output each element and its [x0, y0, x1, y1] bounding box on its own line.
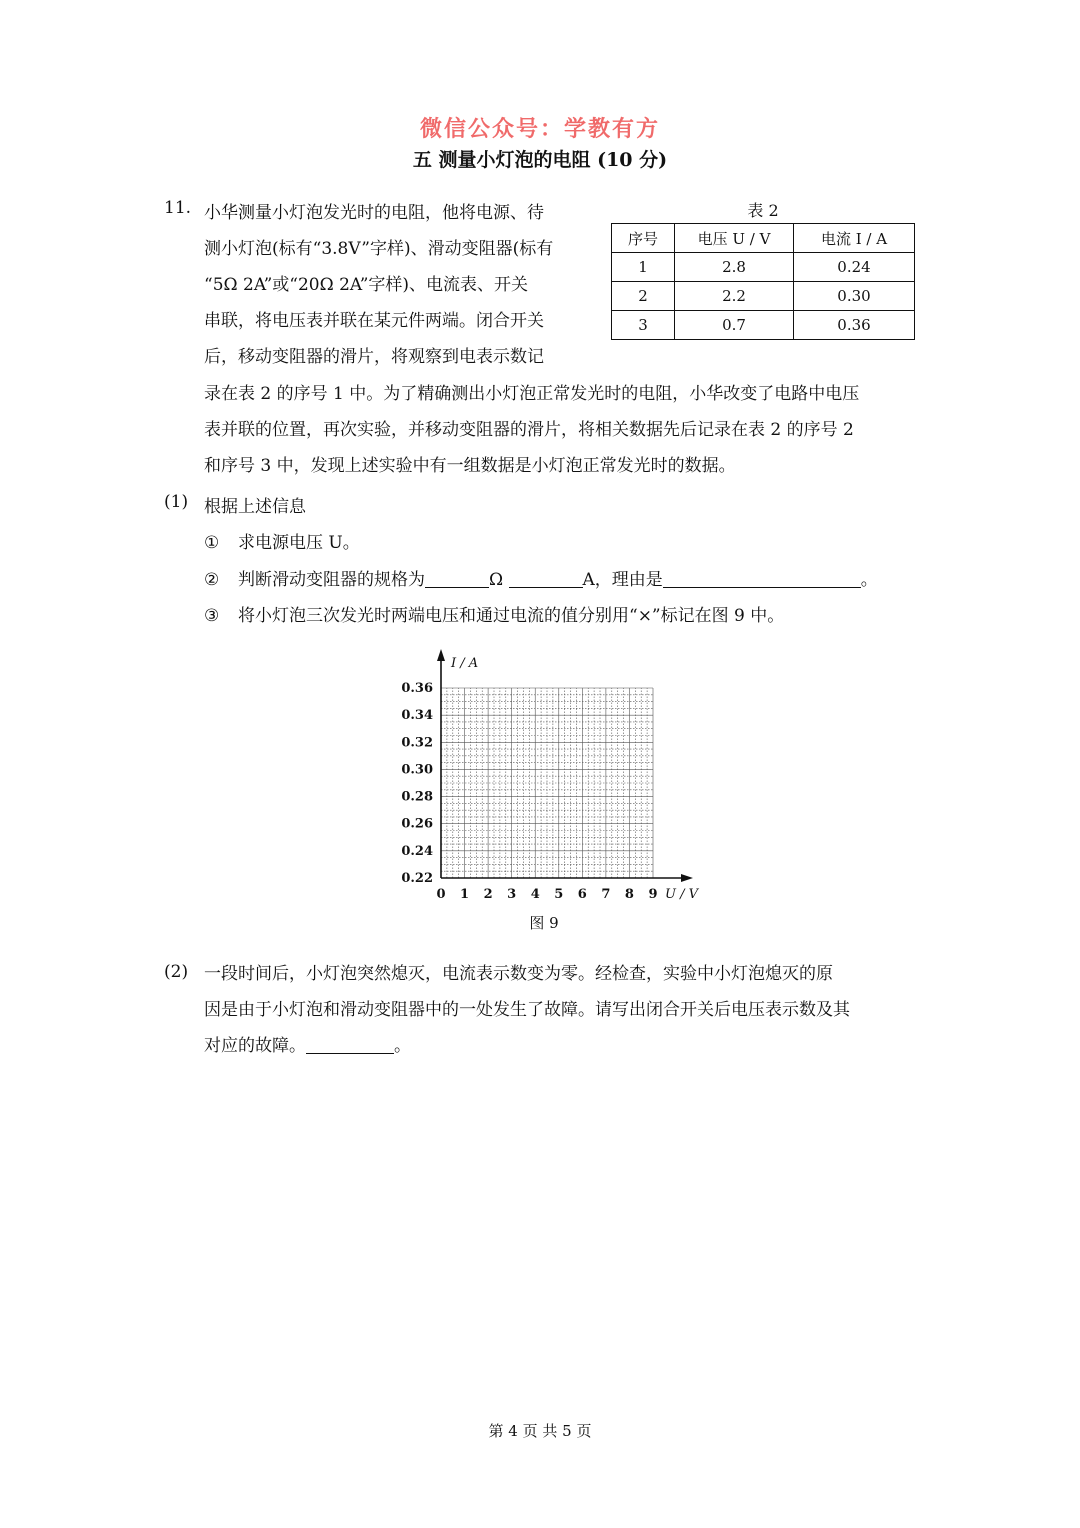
x-tick-label: 1	[460, 887, 470, 902]
part2-text-tail: 。	[394, 1036, 411, 1056]
item-marker: ③	[204, 606, 220, 626]
watermark-text: 微信公众号：学教有方	[419, 116, 660, 142]
table-row	[612, 282, 915, 311]
x-tick-label: 7	[601, 887, 611, 902]
table-cell: 0.30	[794, 282, 915, 311]
question-line: 后，移动变阻器的滑片，将观察到电表示数记	[204, 347, 544, 367]
question-text-wide	[204, 376, 924, 484]
part2-text	[204, 956, 924, 1064]
question-line: 小华测量小灯泡发光时的电阻，他将电源、待	[204, 203, 544, 223]
y-axis-arrow-icon	[437, 649, 445, 661]
item-marker: ①	[204, 533, 220, 553]
y-tick-label: 0.24	[401, 843, 433, 859]
part2-text-end: 对应的故障。	[204, 1036, 306, 1056]
page-footer: 第 4 页 共 5 页	[488, 1422, 592, 1440]
y-tick-label: 0.32	[401, 735, 433, 751]
item-text: 求电源电压 U。	[238, 533, 360, 553]
answer-blank-ohm[interactable]	[425, 569, 489, 588]
y-tick-label: 0.36	[401, 681, 433, 696]
table-cell: 1	[612, 253, 675, 282]
part1-title: 根据上述信息	[204, 497, 306, 517]
y-tick-label: 0.26	[401, 816, 433, 832]
table-caption: 表 2	[747, 201, 779, 220]
x-axis-arrow-icon	[681, 874, 693, 882]
part1-label: (1)	[164, 492, 189, 512]
table-cell: 2.8	[675, 253, 794, 282]
part2-line: 一段时间后，小灯泡突然熄灭，电流表示数变为零。经检查，实验中小灯泡熄灭的原	[204, 964, 833, 984]
part2-label: (2)	[164, 962, 189, 982]
question-line: 和序号 3 中，发现上述实验中有一组数据是小灯泡正常发光时的数据。	[204, 456, 736, 476]
part1-item-1	[204, 528, 360, 553]
figure-caption: 图 9	[529, 914, 559, 932]
question-line: 录在表 2 的序号 1 中。为了精确测出小灯泡正常发光时的电阻，小华改变了电路中电压	[204, 384, 860, 404]
table-cell: 0.36	[794, 311, 915, 340]
table-cell: 2.2	[675, 282, 794, 311]
part1-item-3	[204, 601, 784, 626]
part2-line: 因是由于小灯泡和滑动变阻器中的一处发生了故障。请写出闭合开关后电压表示数及其	[204, 1000, 850, 1020]
table-header: 序号	[612, 224, 675, 253]
y-tick-label: 0.28	[401, 789, 433, 805]
part1-item-2	[204, 565, 878, 590]
x-tick-label: 9	[648, 887, 658, 902]
question-line: “5Ω 2A”或“20Ω 2A”字样)、电流表、开关	[204, 275, 529, 295]
table-cell: 0.7	[675, 311, 794, 340]
question-line: 表并联的位置，再次实验，并移动变阻器的滑片，将相关数据先后记录在表 2 的序号 2	[204, 420, 854, 440]
table-row	[612, 311, 915, 340]
question-text-narrow	[204, 195, 600, 375]
question-line: 测小灯泡(标有“3.8V”字样)、滑动变阻器(标有	[204, 239, 554, 259]
item-text: Ω	[489, 570, 504, 590]
section-title: 五 测量小灯泡的电阻 (10 分)	[412, 149, 668, 171]
x-tick-label: 2	[483, 887, 493, 902]
item-text: 判断滑动变阻器的规格为	[238, 570, 425, 590]
x-tick-label: 0	[436, 887, 446, 902]
item-text: 将小灯泡三次发光时两端电压和通过电流的值分别用“×”标记在图 9 中。	[238, 606, 785, 626]
answer-blank-fault[interactable]	[306, 1035, 394, 1054]
table-row	[612, 253, 915, 282]
table-cell: 2	[612, 282, 675, 311]
question-line: 串联，将电压表并联在某元件两端。闭合开关	[204, 311, 544, 331]
item-text: 。	[860, 570, 878, 590]
table-header: 电流 I / A	[794, 224, 915, 253]
y-tick-label: 0.30	[401, 762, 433, 778]
answer-blank-reason[interactable]	[663, 569, 861, 588]
figure-9-chart[interactable]	[395, 645, 715, 910]
x-tick-label: 5	[554, 887, 564, 902]
x-tick-label: 8	[624, 887, 634, 902]
x-tick-label: 3	[507, 887, 517, 902]
y-tick-label: 0.34	[401, 708, 433, 724]
question-number: 11.	[164, 198, 192, 218]
y-axis-label: I / A	[451, 656, 479, 671]
table-cell: 0.24	[794, 253, 915, 282]
data-table	[611, 223, 915, 340]
table-cell: 3	[612, 311, 675, 340]
x-tick-label: 6	[577, 887, 587, 902]
item-marker: ②	[204, 570, 220, 590]
table-header: 电压 U / V	[675, 224, 794, 253]
y-tick-label: 0.22	[401, 871, 433, 886]
answer-blank-ampere[interactable]	[509, 569, 583, 588]
table-header-row	[612, 224, 915, 253]
part2-line	[204, 1028, 924, 1064]
x-tick-label: 4	[530, 887, 540, 902]
item-text: A，理由是	[582, 570, 663, 590]
x-axis-label: U / V	[665, 887, 698, 902]
